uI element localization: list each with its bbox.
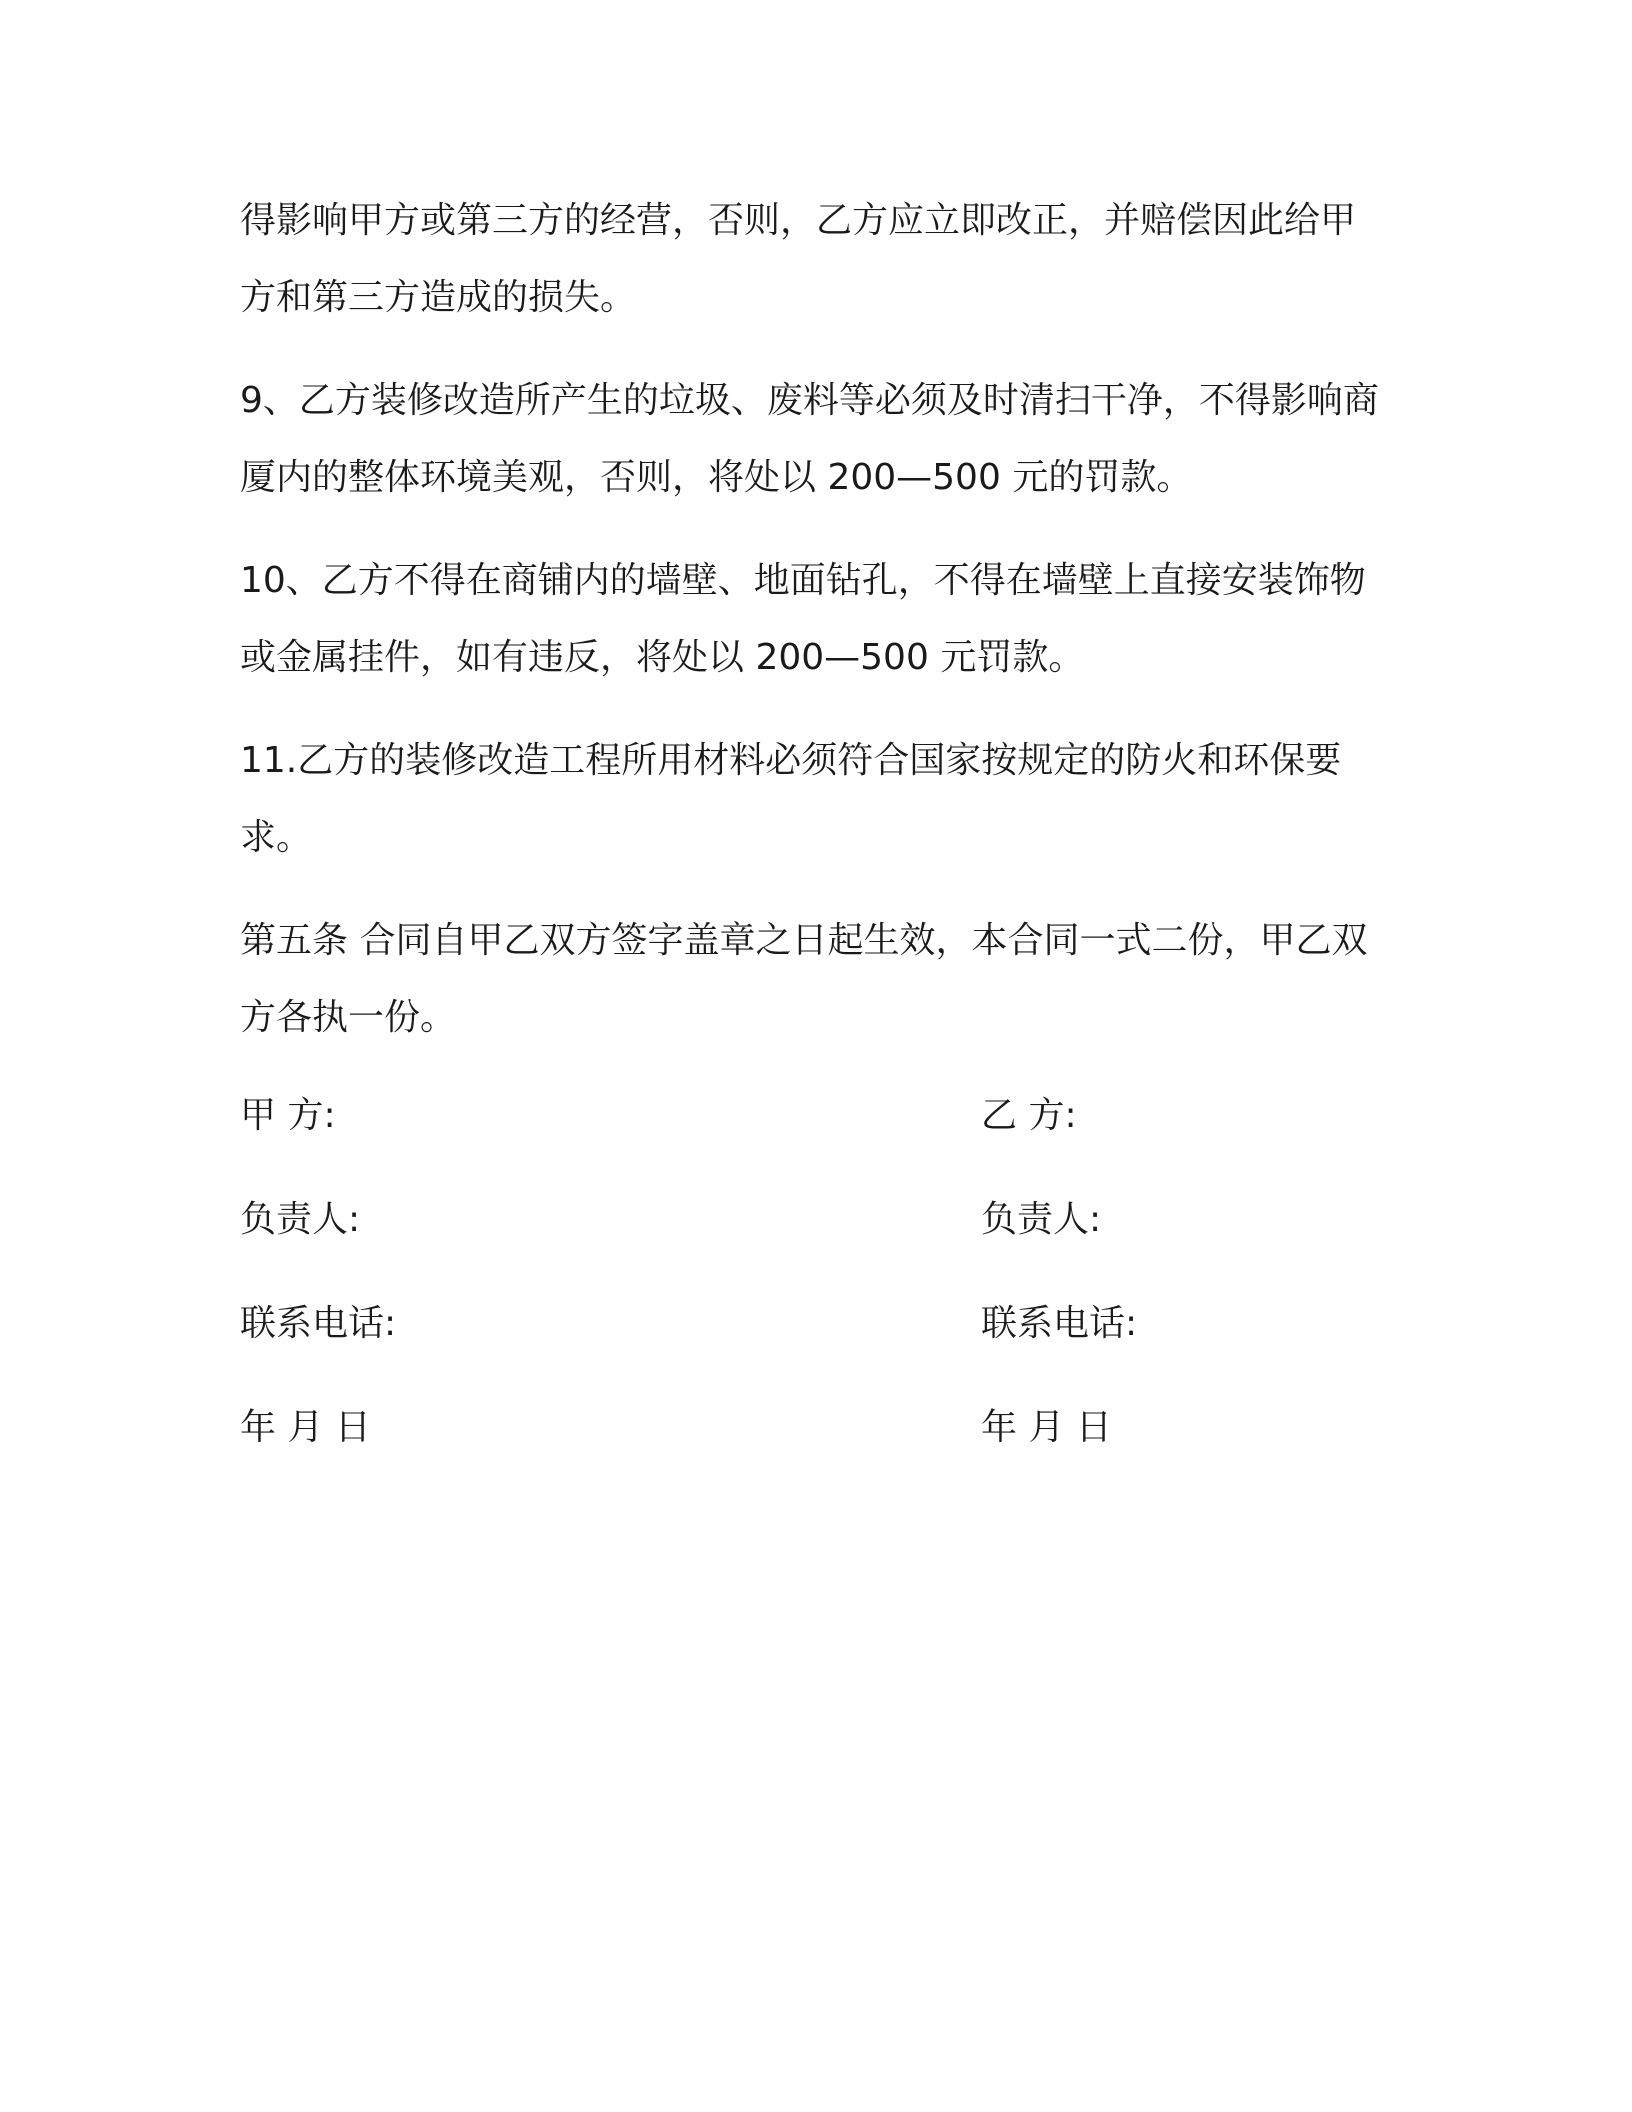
party-b-label: 乙 方: <box>981 1095 1077 1136</box>
party-a-date-label: 年 月 日 <box>240 1407 371 1448</box>
paragraph-continuation: 得影响甲方或第三方的经营，否则，乙方应立即改正，并赔偿因此给甲方和第三方造成的损失。 <box>240 200 1357 318</box>
party-b-date-label: 年 月 日 <box>981 1407 1112 1448</box>
paragraph-article-5: 第五条 合同自甲乙双方签字盖章之日起生效，本合同一式二份，甲乙双方各执一份。 <box>240 920 1368 1038</box>
paragraph-clause-11: 11.乙方的装修改造工程所用材料必须符合国家按规定的防火和环保要求。 <box>240 740 1342 858</box>
paragraph-clause-10: 10、乙方不得在商铺内的墙壁、地面钻孔，不得在墙壁上直接安装饰物或金属挂件，如有违反，将处以 200—500 元罚款。 <box>240 560 1366 678</box>
signature-row-person <box>240 1195 1390 1299</box>
paragraph-clause-9: 9、乙方装修改造所产生的垃圾、废料等必须及时清扫干净，不得影响商厦内的整体环境美观，否则，将处以 200—500 元的罚款。 <box>240 380 1379 498</box>
signature-row-party <box>240 1091 1390 1195</box>
signature-row-phone <box>240 1299 1390 1403</box>
party-b-phone-label: 联系电话: <box>981 1303 1138 1344</box>
party-a-label: 甲 方: <box>240 1095 336 1136</box>
contract-body <box>240 182 1390 1082</box>
party-a-person-label: 负责人: <box>240 1199 361 1240</box>
party-a-phone-label: 联系电话: <box>240 1303 397 1344</box>
signature-block <box>240 1091 1390 1507</box>
signature-row-date <box>240 1403 1390 1507</box>
party-b-person-label: 负责人: <box>981 1199 1102 1240</box>
